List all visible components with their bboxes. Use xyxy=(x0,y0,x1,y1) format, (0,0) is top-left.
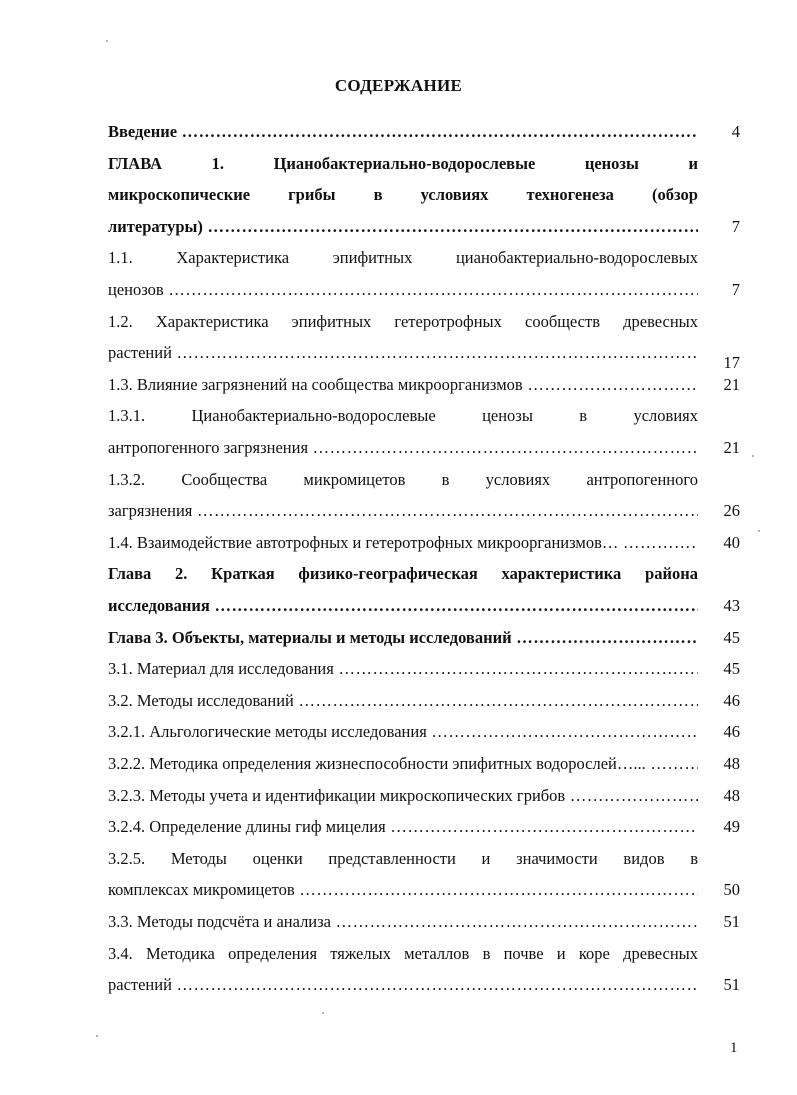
toc-page-number: 21 xyxy=(723,374,740,394)
toc-entry-line: 1.1. Характеристика эпифитных цианобактериально-водорослевых xyxy=(108,248,698,268)
toc-page-number: 49 xyxy=(723,817,740,837)
toc-entry-line: 3.1. Материал для исследования …………………………………………………………………………………………………………………………………………………………………………………………………… xyxy=(108,658,698,680)
toc-entry-line: загрязнения …………………………………………………………………………………………………………………………………………………………………………………………………… xyxy=(108,500,698,522)
scan-speck xyxy=(322,1012,324,1014)
toc-entry-line: ГЛАВА 1. Цианобактериально-водорослевые ценозы и xyxy=(108,153,698,173)
toc-entry-line: 1.3.2. Сообщества микромицетов в условиях антропогенного xyxy=(108,469,698,489)
toc-entry-line: 3.2.4. Определение длины гиф мицелия …………………………………………………………………………………………………………………………………………………………………………………………………… xyxy=(108,816,698,838)
toc-page-number: 46 xyxy=(723,722,740,742)
toc-page-number: 7 xyxy=(731,216,740,236)
toc-page-number: 21 xyxy=(723,438,740,457)
toc-entry-line: исследования …………………………………………………………………………………………………………………………………………………………………………………………………… xyxy=(108,595,698,617)
toc-page-number: 46 xyxy=(723,690,740,710)
toc-entry-line: Введение …………………………………………………………………………………………………………………………………………………………………………………………………… xyxy=(108,121,698,143)
toc-entry-line: микроскопические грибы в условиях техногенеза (обзор xyxy=(108,185,698,205)
toc-entry-line: литературы) …………………………………………………………………………………………………………………………………………………………………………………………………… xyxy=(108,216,698,238)
toc-entry-line: антропогенного загрязнения …………………………………………………………………………………………………………………………………………………………………………………………………… xyxy=(108,437,698,459)
toc-page-number: 17 xyxy=(723,353,740,373)
toc-entry-line: 1.3.1. Цианобактериально-водорослевые ценозы в условиях xyxy=(108,406,698,426)
page-title: СОДЕРЖАНИЕ xyxy=(334,76,463,95)
scan-speck xyxy=(106,40,108,42)
scan-speck xyxy=(758,530,760,532)
toc-page-number: 7 xyxy=(731,280,740,299)
toc-entry-line: ценозов …………………………………………………………………………………………………………………………………………………………………………………………………… xyxy=(108,279,698,301)
toc-entry-line: комплексах микромицетов …………………………………………………………………………………………………………………………………………………………………………………………………… xyxy=(108,879,698,901)
toc-entry-line: 3.3. Методы подсчёта и анализа …………………………………………………………………………………………………………………………………………………………………………………………………… xyxy=(108,911,698,933)
toc-entry-line: 3.4. Методика определения тяжелых металлов в почве и коре древесных xyxy=(108,943,698,963)
toc-entry-line: 3.2.5. Методы оценки представленности и значимости видов в xyxy=(108,848,698,868)
scan-speck xyxy=(752,455,754,457)
toc-entry-line: Глава 2. Краткая физико-географическая характеристика района xyxy=(108,564,698,584)
toc-entry-line: 3.2. Методы исследований …………………………………………………………………………………………………………………………………………………………………………………………………… xyxy=(108,690,698,712)
toc-entry-line: 1.2. Характеристика эпифитных гетеротрофных сообществ древесных xyxy=(108,311,698,331)
toc-page-number: 48 xyxy=(723,785,740,805)
toc-page-number: 40 xyxy=(723,532,740,552)
toc-page-number: 51 xyxy=(723,912,740,931)
toc-page-number: 26 xyxy=(723,501,740,521)
toc-page-number: 48 xyxy=(723,754,740,773)
toc-page-number: 50 xyxy=(723,880,740,900)
page-number: 1 xyxy=(730,1040,738,1056)
toc-entry-line: растений …………………………………………………………………………………………………………………………………………………………………………………………………… xyxy=(108,974,698,996)
toc-page-number: 43 xyxy=(723,596,740,615)
toc-entry-line: 3.2.3. Методы учета и идентификации микроскопических грибов …………………………………………………………………………………………………………………………………………………………………………………………………… xyxy=(108,785,698,807)
toc-page-number: 51 xyxy=(723,975,740,995)
toc-entry-line: Глава 3. Объекты, материалы и методы исследований …………………………………………………………………………………………………………………………………………………………………………………………………… xyxy=(108,627,698,649)
toc-page-number: 45 xyxy=(723,627,740,647)
scan-speck xyxy=(96,1035,98,1037)
toc-entry-line: 3.2.2. Методика определения жизнеспособности эпифитных водорослей…... …………………………………………………………………………………………………………………………………………………………………………………………………… xyxy=(108,753,698,775)
toc-entry-line: растений …………………………………………………………………………………………………………………………………………………………………………………………………… xyxy=(108,342,698,364)
toc-page-number: 4 xyxy=(731,122,740,141)
toc-entry-line: 1.4. Взаимодействие автотрофных и гетеротрофных микроорганизмов… …………………………………………………………………………………………………………………………………………………………………………………………………… xyxy=(108,532,698,554)
toc-entry-line: 3.2.1. Альгологические методы исследования …………………………………………………………………………………………………………………………………………………………………………………………………… xyxy=(108,721,698,743)
toc-entry-line: 1.3. Влияние загрязнений на сообщества микроорганизмов …………………………………………………………………………………………………………………………………………………………………………………………………… xyxy=(108,374,698,396)
toc-page-number: 45 xyxy=(723,659,740,679)
